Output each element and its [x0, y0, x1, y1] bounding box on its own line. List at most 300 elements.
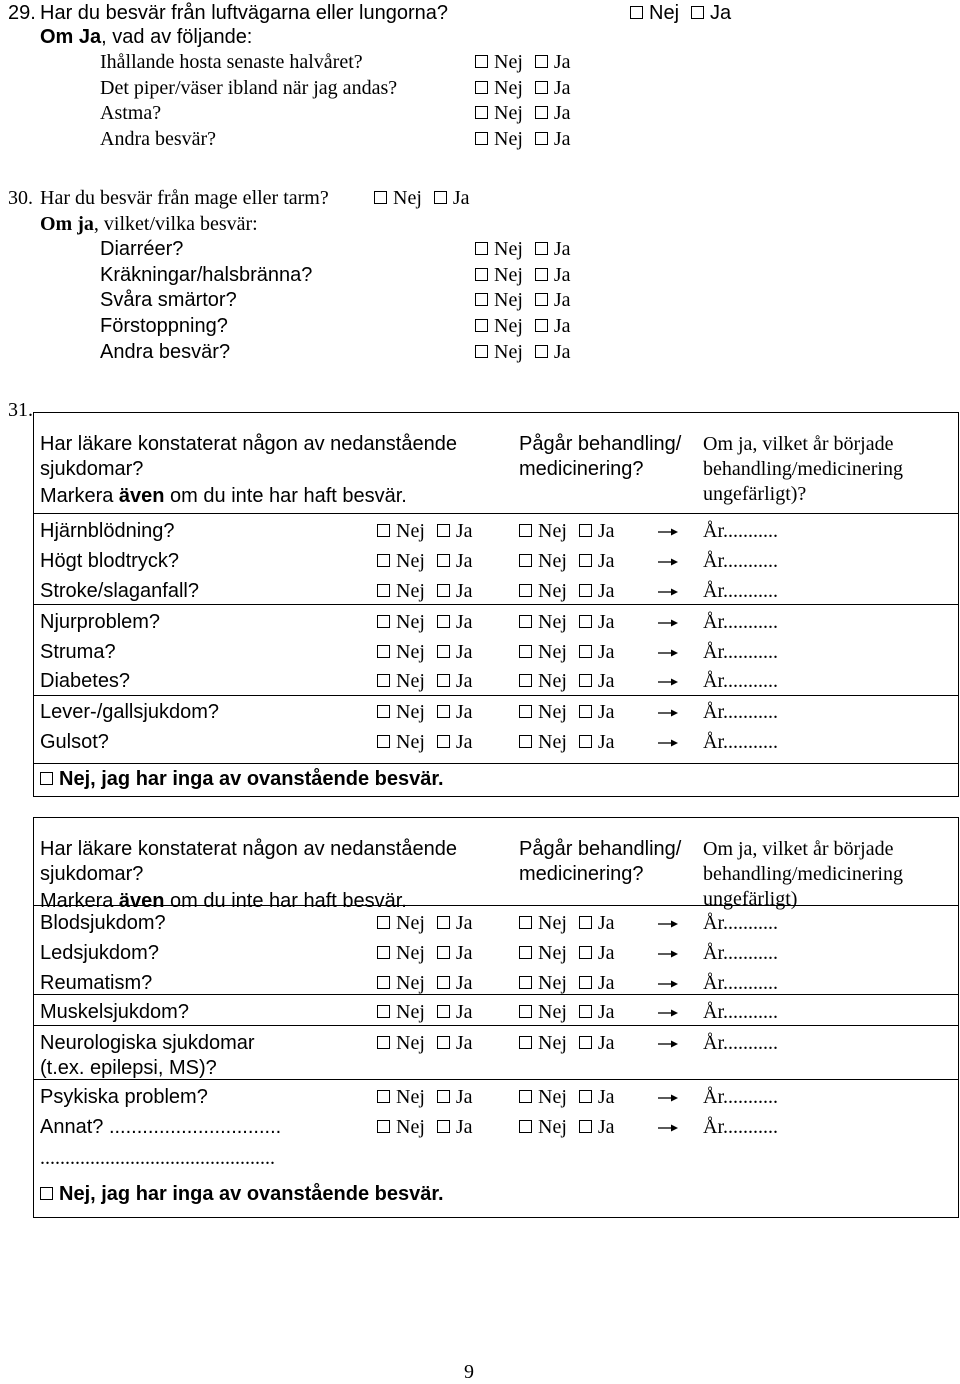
table2-row-diagnosed — [377, 1000, 473, 1024]
option-label: Nej — [649, 2, 680, 24]
table1-row-treatment-ja[interactable] — [579, 669, 615, 693]
checkbox[interactable] — [535, 345, 548, 358]
table1-row-diagnosed — [377, 519, 473, 543]
checkbox[interactable] — [519, 1120, 532, 1133]
table2-row-diagnosed — [377, 1085, 473, 1109]
checkbox[interactable] — [579, 674, 592, 687]
page-number: 9 — [464, 1361, 474, 1383]
row-divider — [33, 994, 959, 995]
table2-row-diagnosed-ja[interactable] — [437, 1085, 473, 1109]
option-label: Nej — [538, 972, 567, 994]
note-post: om du inte har haft besvär. — [164, 485, 407, 507]
option-label: Ja — [597, 670, 615, 692]
table2-header-question-2: sjukdomar? — [40, 863, 144, 885]
checkbox[interactable] — [437, 554, 450, 567]
table2-row-treatment — [519, 911, 615, 935]
option-label: Ja — [597, 580, 615, 602]
q29-item-answer-nej[interactable] — [475, 76, 523, 100]
table1-row-diagnosed-nej[interactable] — [377, 549, 425, 573]
table1-row-treatment-nej[interactable] — [519, 610, 567, 634]
checkbox[interactable] — [579, 735, 592, 748]
table1-row-year: År........... — [703, 550, 778, 572]
option-label: Ja — [455, 520, 473, 542]
table2-row-treatment-nej[interactable] — [519, 941, 567, 965]
checkbox[interactable] — [519, 554, 532, 567]
table2-row-treatment-nej[interactable] — [519, 911, 567, 935]
option-label: Nej — [494, 102, 523, 124]
checkbox[interactable] — [535, 293, 548, 306]
table1-row-treatment-ja[interactable] — [579, 579, 615, 603]
q29-item-answer-ja[interactable] — [535, 50, 571, 74]
table2-row-diagnosed-ja[interactable] — [437, 1115, 473, 1139]
table1-row-diagnosed-nej[interactable] — [377, 730, 425, 754]
option-label: Nej — [494, 341, 523, 363]
checkbox[interactable] — [519, 584, 532, 597]
checkbox[interactable] — [519, 946, 532, 959]
checkbox[interactable] — [579, 554, 592, 567]
checkbox[interactable] — [377, 705, 390, 718]
table2-row-treatment-ja[interactable] — [579, 1031, 615, 1055]
q30-number: 30. — [8, 187, 33, 209]
checkbox[interactable] — [579, 524, 592, 537]
arrow-right-icon — [656, 549, 680, 573]
table2-header-note — [40, 889, 407, 913]
checkbox[interactable] — [377, 674, 390, 687]
checkbox[interactable] — [374, 191, 387, 204]
table1-row-treatment-nej[interactable] — [519, 579, 567, 603]
row-divider — [33, 1025, 959, 1026]
q30-answer-nej[interactable] — [374, 186, 422, 210]
option-label: Ja — [553, 264, 571, 286]
option-label: Ja — [455, 1086, 473, 1108]
checkbox[interactable] — [579, 1090, 592, 1103]
q30-item-answer — [475, 237, 571, 261]
table1-row-diagnosed-nej[interactable] — [377, 519, 425, 543]
q30-item-answer-nej[interactable] — [475, 263, 523, 287]
table1-row-diagnosed-ja[interactable] — [437, 579, 473, 603]
q30-item: Svåra smärtor? — [100, 289, 237, 311]
option-label: Nej — [538, 520, 567, 542]
table1-row-treatment — [519, 519, 615, 543]
option-label: Nej — [396, 731, 425, 753]
checkbox[interactable] — [437, 674, 450, 687]
arrow-right-icon — [656, 669, 680, 693]
checkbox[interactable] — [519, 1036, 532, 1049]
table2-row-treatment-ja[interactable] — [579, 941, 615, 965]
table1-row-diagnosed-ja[interactable] — [437, 730, 473, 754]
option-label: Nej — [494, 128, 523, 150]
checkbox[interactable] — [579, 1036, 592, 1049]
table1-row-treatment-nej[interactable] — [519, 730, 567, 754]
arrow-right-icon — [656, 941, 680, 965]
q30-item-answer-ja[interactable] — [535, 237, 571, 261]
checkbox[interactable] — [377, 645, 390, 658]
checkbox[interactable] — [437, 1036, 450, 1049]
table1-row-treatment-ja[interactable] — [579, 519, 615, 543]
table1-row-diagnosed-nej[interactable] — [377, 579, 425, 603]
option-label: Ja — [455, 1116, 473, 1138]
checkbox[interactable] — [579, 1005, 592, 1018]
table2-row-diagnosed-nej[interactable] — [377, 1031, 425, 1055]
checkbox[interactable] — [437, 645, 450, 658]
table1-row-diagnosed-nej[interactable] — [377, 700, 425, 724]
table1-row-diagnosed-nej[interactable] — [377, 669, 425, 693]
table1-row-diagnosed-ja[interactable] — [437, 610, 473, 634]
table2-header-year: Om ja, vilket år började — [703, 838, 894, 860]
q29-sub-rest: , vad av följande: — [101, 26, 253, 48]
table1-row-year: År........... — [703, 701, 778, 723]
q29-answer — [630, 1, 731, 25]
checkbox[interactable] — [437, 916, 450, 929]
row-divider — [33, 513, 959, 514]
checkbox[interactable] — [535, 319, 548, 332]
q29-item-answer — [475, 50, 571, 74]
option-label: Ja — [455, 641, 473, 663]
checkbox[interactable] — [579, 946, 592, 959]
q29-item-answer-nej[interactable] — [475, 50, 523, 74]
checkbox[interactable] — [519, 735, 532, 748]
table2-row-diagnosed-ja[interactable] — [437, 1031, 473, 1055]
checkbox[interactable] — [434, 191, 447, 204]
table2-row-treatment — [519, 941, 615, 965]
table1-row-treatment-ja[interactable] — [579, 700, 615, 724]
checkbox[interactable] — [377, 554, 390, 567]
checkbox[interactable] — [579, 584, 592, 597]
table2-row-extra: (t.ex. epilepsi, MS)? — [40, 1057, 217, 1079]
checkbox[interactable] — [519, 705, 532, 718]
checkbox[interactable] — [377, 976, 390, 989]
table1-header-question: Har läkare konstaterat någon av nedanstående — [40, 433, 457, 455]
checkbox[interactable] — [377, 1036, 390, 1049]
option-label: Nej — [538, 1032, 567, 1054]
table2-row-label: Blodsjukdom? — [40, 912, 166, 934]
table1-row-treatment-nej[interactable] — [519, 700, 567, 724]
table1-row-treatment — [519, 610, 615, 634]
checkbox[interactable] — [519, 976, 532, 989]
table2-row-diagnosed-ja[interactable] — [437, 971, 473, 995]
table2-row-treatment-ja[interactable] — [579, 1085, 615, 1109]
option-label: Ja — [455, 611, 473, 633]
checkbox[interactable] — [519, 645, 532, 658]
table1-row-diagnosed — [377, 610, 473, 634]
q30-item-answer-ja[interactable] — [535, 288, 571, 312]
option-label: Nej — [538, 550, 567, 572]
table1-row-diagnosed — [377, 669, 473, 693]
table2-header-year-3: ungefärligt) — [703, 888, 798, 910]
option-label: Ja — [597, 701, 615, 723]
table2-row-treatment-ja[interactable] — [579, 911, 615, 935]
checkbox[interactable] — [437, 1005, 450, 1018]
table2-row-diagnosed-nej[interactable] — [377, 1115, 425, 1139]
checkbox[interactable] — [630, 6, 643, 19]
table2-row-diagnosed-ja[interactable] — [437, 941, 473, 965]
option-label: Nej — [396, 942, 425, 964]
table2-row-label: Neurologiska sjukdomar — [40, 1032, 255, 1054]
table1-row-label: Diabetes? — [40, 670, 131, 692]
q30-item-answer-ja[interactable] — [535, 263, 571, 287]
table1-row-treatment — [519, 669, 615, 693]
q30-item-answer — [475, 263, 571, 287]
option-label: Nej — [396, 701, 425, 723]
checkbox[interactable] — [535, 268, 548, 281]
arrow-right-icon — [656, 730, 680, 754]
checkbox[interactable] — [377, 946, 390, 959]
checkbox[interactable] — [535, 132, 548, 145]
checkbox[interactable] — [437, 976, 450, 989]
table2-row-diagnosed-nej[interactable] — [377, 941, 425, 965]
table2-row-diagnosed — [377, 941, 473, 965]
checkbox[interactable] — [475, 345, 488, 358]
table1-row-treatment — [519, 730, 615, 754]
option-label: Ja — [597, 972, 615, 994]
checkbox[interactable] — [579, 645, 592, 658]
table2-row-label: Annat? ............................... — [40, 1116, 282, 1138]
table1-row-label: Hjärnblödning? — [40, 520, 175, 542]
checkbox[interactable] — [377, 1120, 390, 1133]
q29-answer-ja[interactable] — [691, 1, 731, 25]
table1-row-diagnosed-ja[interactable] — [437, 640, 473, 664]
table1-row-treatment-ja[interactable] — [579, 730, 615, 754]
table1-header-treatment-2: medicinering? — [519, 458, 644, 480]
table2-row-diagnosed-nej[interactable] — [377, 1085, 425, 1109]
option-label: Nej — [538, 701, 567, 723]
checkbox[interactable] — [519, 1090, 532, 1103]
table1-row-diagnosed — [377, 700, 473, 724]
table1-row-diagnosed-ja[interactable] — [437, 519, 473, 543]
option-label: Ja — [597, 731, 615, 753]
q30-item-answer-ja[interactable] — [535, 340, 571, 364]
option-label: Ja — [597, 1001, 615, 1023]
option-label: Nej — [494, 315, 523, 337]
checkbox[interactable] — [535, 106, 548, 119]
table2-row-diagnosed-nej[interactable] — [377, 1000, 425, 1024]
q30-item-answer-nej[interactable] — [475, 340, 523, 364]
checkbox[interactable] — [519, 916, 532, 929]
q29-item-answer-nej[interactable] — [475, 127, 523, 151]
table1-row-year: År........... — [703, 520, 778, 542]
table1-row-treatment-ja[interactable] — [579, 640, 615, 664]
checkbox[interactable] — [535, 242, 548, 255]
note-pre: Markera — [40, 485, 119, 507]
table2-row-diagnosed — [377, 911, 473, 935]
checkbox[interactable] — [475, 293, 488, 306]
q29-item-answer-nej[interactable] — [475, 101, 523, 125]
checkbox[interactable] — [437, 584, 450, 597]
checkbox[interactable] — [437, 705, 450, 718]
table1-row-year: År........... — [703, 580, 778, 602]
table1-row-year: År........... — [703, 731, 778, 753]
table1-row-label: Struma? — [40, 641, 116, 663]
table1-row-treatment — [519, 579, 615, 603]
note-pre: Markera — [40, 890, 119, 912]
checkbox[interactable] — [519, 615, 532, 628]
table2-row-diagnosed-ja[interactable] — [437, 1000, 473, 1024]
checkbox[interactable] — [579, 705, 592, 718]
option-label: Ja — [553, 341, 571, 363]
checkbox[interactable] — [377, 1005, 390, 1018]
table1-row-diagnosed-nej[interactable] — [377, 610, 425, 634]
table2-dots-line: ............................................... — [40, 1147, 275, 1169]
q29-item-answer — [475, 127, 571, 151]
table1-row-label: Gulsot? — [40, 731, 109, 753]
option-label: Ja — [553, 289, 571, 311]
option-label: Ja — [553, 102, 571, 124]
option-label: Ja — [553, 77, 571, 99]
option-label: Nej — [538, 611, 567, 633]
arrow-right-icon — [656, 640, 680, 664]
checkbox[interactable] — [475, 106, 488, 119]
option-label: Nej — [538, 580, 567, 602]
table1-row-treatment-ja[interactable] — [579, 549, 615, 573]
option-label: Nej — [538, 1086, 567, 1108]
table2-row-label: Reumatism? — [40, 972, 153, 994]
checkbox[interactable] — [377, 584, 390, 597]
table2-row-treatment-ja[interactable] — [579, 1115, 615, 1139]
option-label: Nej — [396, 972, 425, 994]
option-label: Ja — [597, 942, 615, 964]
option-label: Ja — [455, 1001, 473, 1023]
checkbox[interactable] — [475, 55, 488, 68]
q30-item-answer — [475, 288, 571, 312]
table2-row-treatment-nej[interactable] — [519, 1000, 567, 1024]
checkbox[interactable] — [40, 1187, 53, 1200]
table2-row-treatment-nej[interactable] — [519, 1085, 567, 1109]
option-label: Nej — [396, 670, 425, 692]
table1-row-diagnosed-ja[interactable] — [437, 549, 473, 573]
q30-answer-ja[interactable] — [434, 186, 470, 210]
checkbox[interactable] — [519, 1005, 532, 1018]
checkbox[interactable] — [475, 319, 488, 332]
checkbox[interactable] — [437, 615, 450, 628]
q30-item-answer-nej[interactable] — [475, 288, 523, 312]
table1-row-label: Njurproblem? — [40, 611, 161, 633]
q30-sub-rest: , vilket/vilka besvär: — [93, 213, 258, 235]
checkbox[interactable] — [691, 6, 704, 19]
table2-row-label: Psykiska problem? — [40, 1086, 208, 1108]
q30-item-answer-ja[interactable] — [535, 314, 571, 338]
table1-row-year: År........... — [703, 670, 778, 692]
note-bold: även — [118, 890, 165, 912]
checkbox[interactable] — [437, 1120, 450, 1133]
checkbox[interactable] — [437, 1090, 450, 1103]
table1-header-year-3: ungefärligt)? — [703, 483, 807, 505]
table1-row-treatment — [519, 700, 615, 724]
q29-item-answer-ja[interactable] — [535, 101, 571, 125]
table2-row-treatment-ja[interactable] — [579, 1000, 615, 1024]
option-label: Nej — [396, 1001, 425, 1023]
checkbox[interactable] — [579, 1120, 592, 1133]
table1-row-diagnosed-ja[interactable] — [437, 700, 473, 724]
table2-row-treatment-nej[interactable] — [519, 1031, 567, 1055]
option-label: Ja — [455, 701, 473, 723]
option-label: Ja — [455, 942, 473, 964]
q30-item-answer-nej[interactable] — [475, 314, 523, 338]
table1-row-treatment-nej[interactable] — [519, 640, 567, 664]
checkbox[interactable] — [579, 916, 592, 929]
checkbox[interactable] — [437, 524, 450, 537]
table2-row-treatment-ja[interactable] — [579, 971, 615, 995]
table1-row-label: Högt blodtryck? — [40, 550, 179, 572]
checkbox[interactable] — [475, 81, 488, 94]
table1-row-treatment-nej[interactable] — [519, 519, 567, 543]
option-label: Nej — [538, 942, 567, 964]
option-label: Nej — [396, 1032, 425, 1054]
arrow-right-icon — [656, 1085, 680, 1109]
option-label: Ja — [597, 550, 615, 572]
checkbox[interactable] — [519, 524, 532, 537]
checkbox[interactable] — [437, 735, 450, 748]
row-divider — [33, 1079, 959, 1080]
checkbox[interactable] — [437, 946, 450, 959]
option-label: Ja — [597, 1032, 615, 1054]
table1-header-year: Om ja, vilket år började — [703, 433, 894, 455]
table1-row-treatment-nej[interactable] — [519, 549, 567, 573]
checkbox[interactable] — [475, 132, 488, 145]
option-label: Ja — [455, 580, 473, 602]
arrow-right-icon — [656, 579, 680, 603]
checkbox[interactable] — [377, 615, 390, 628]
checkbox[interactable] — [535, 55, 548, 68]
note-post: om du inte har haft besvär. — [164, 890, 407, 912]
checkbox[interactable] — [377, 916, 390, 929]
checkbox[interactable] — [519, 674, 532, 687]
table2-none-option[interactable] — [40, 1182, 444, 1206]
checkbox[interactable] — [40, 772, 53, 785]
option-label: Ja — [597, 611, 615, 633]
option-label: Nej — [396, 641, 425, 663]
option-label: Ja — [553, 128, 571, 150]
table1-row-diagnosed-ja[interactable] — [437, 669, 473, 693]
q29-item-answer-ja[interactable] — [535, 127, 571, 151]
table1-row-diagnosed-nej[interactable] — [377, 640, 425, 664]
option-label: Ja — [455, 550, 473, 572]
table2-row-diagnosed-nej[interactable] — [377, 911, 425, 935]
table1-row-treatment-ja[interactable] — [579, 610, 615, 634]
q29-item-answer — [475, 101, 571, 125]
option-label: Nej — [538, 641, 567, 663]
table2-row-treatment-nej[interactable] — [519, 1115, 567, 1139]
checkbox[interactable] — [377, 735, 390, 748]
checkbox[interactable] — [535, 81, 548, 94]
table2-row-treatment — [519, 971, 615, 995]
q29-number: 29. — [8, 2, 36, 24]
q30-item: Diarréer? — [100, 238, 184, 260]
q29-answer-nej[interactable] — [630, 1, 679, 25]
checkbox[interactable] — [579, 615, 592, 628]
option-label: Ja — [553, 238, 571, 260]
table2-row-treatment-nej[interactable] — [519, 971, 567, 995]
table2-row-diagnosed — [377, 1031, 473, 1055]
checkbox[interactable] — [377, 1090, 390, 1103]
table2-row-diagnosed-nej[interactable] — [377, 971, 425, 995]
table2-row-diagnosed-ja[interactable] — [437, 911, 473, 935]
table2-row-year: År........... — [703, 1086, 778, 1108]
checkbox[interactable] — [475, 268, 488, 281]
checkbox[interactable] — [579, 976, 592, 989]
table2-header-year-2: behandling/medicinering — [703, 863, 903, 885]
arrow-right-icon — [656, 911, 680, 935]
q29-sub-bold: Om Ja — [40, 26, 102, 48]
table1-row-treatment-nej[interactable] — [519, 669, 567, 693]
checkbox[interactable] — [377, 524, 390, 537]
arrow-right-icon — [656, 700, 680, 724]
checkbox[interactable] — [475, 242, 488, 255]
row-divider — [33, 763, 959, 764]
note-bold: även — [118, 485, 165, 507]
q30-item-answer-nej[interactable] — [475, 237, 523, 261]
table1-none-option[interactable] — [40, 767, 444, 791]
q29-item-answer-ja[interactable] — [535, 76, 571, 100]
